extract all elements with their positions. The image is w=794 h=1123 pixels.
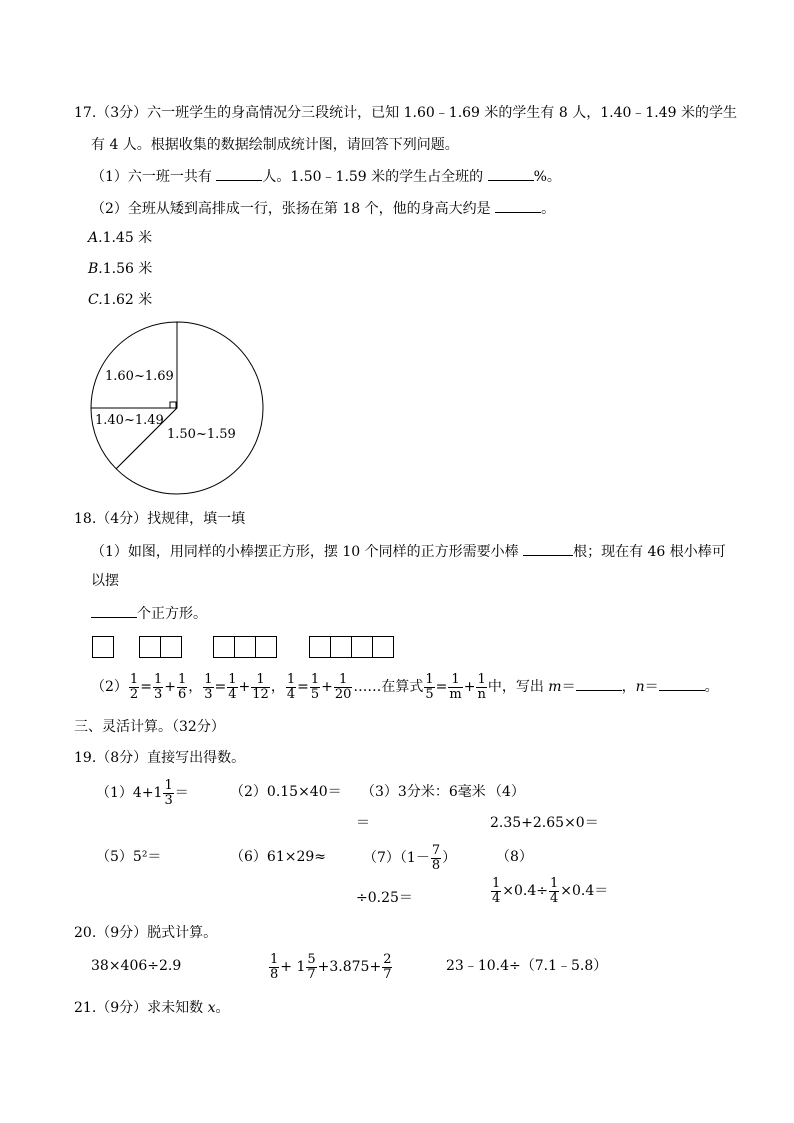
- numerator: 5: [307, 951, 316, 967]
- q18-sub1-cont: 以摆: [91, 573, 119, 589]
- denominator: 4: [550, 890, 559, 906]
- option-b-letter: B.: [88, 261, 103, 277]
- q17-option-a[interactable]: [88, 229, 152, 247]
- option-c-letter: C.: [88, 292, 103, 308]
- q20-e1: 38×406÷2.9: [91, 958, 182, 974]
- fraction: [129, 673, 139, 702]
- pie-slices: [91, 322, 263, 494]
- square: [372, 636, 394, 658]
- period: 。: [704, 679, 719, 695]
- fraction: [177, 673, 187, 702]
- q18-blank-m[interactable]: [576, 676, 622, 691]
- equals: ＝: [644, 679, 659, 695]
- q18-sub1-line3: [91, 603, 207, 623]
- fraction: [476, 673, 486, 702]
- numerator: 1: [425, 671, 434, 687]
- numerator: 1: [451, 671, 460, 687]
- denominator: m: [449, 686, 462, 702]
- equals: ＝: [174, 785, 189, 801]
- square: [92, 636, 114, 658]
- q18-sub2-prefix: （2）: [91, 679, 128, 695]
- fraction: [310, 673, 320, 702]
- numerator: 1: [310, 671, 320, 687]
- fraction: [549, 877, 559, 906]
- denominator: 4: [492, 890, 501, 906]
- equals: ＝: [561, 679, 576, 695]
- q18-sub1-text-d: 个正方形。: [137, 606, 207, 622]
- denominator: 3: [164, 792, 173, 808]
- q19-p5: （5）5²＝: [96, 849, 162, 865]
- close-paren: ）: [442, 850, 457, 866]
- denominator: 12: [252, 686, 269, 702]
- q18-blank-squares[interactable]: [91, 603, 137, 618]
- q18-sub2: [91, 672, 719, 702]
- numerator: 1: [153, 671, 163, 687]
- denominator: n: [477, 686, 486, 702]
- q19-p4: （4）: [488, 784, 525, 800]
- numerator: 1: [550, 875, 559, 891]
- fraction: [153, 673, 163, 702]
- ellipsis-text: ……在算式: [353, 679, 424, 695]
- q17-sub2-text-a: （2）全班从矮到高排成一行，张扬在第 18 个，他的身高大约是: [91, 201, 496, 217]
- square-pattern-1: [92, 636, 114, 658]
- equals: =: [140, 679, 152, 695]
- fraction: [491, 877, 501, 906]
- fraction: [334, 673, 353, 702]
- numerator: 1: [129, 671, 139, 687]
- numerator: 1: [270, 951, 279, 967]
- q18-title: 18.（4分）找规律，填一填: [74, 511, 246, 527]
- q17-option-b[interactable]: [88, 260, 152, 278]
- square: [139, 636, 161, 658]
- p8-mid: ×0.4÷: [502, 883, 549, 899]
- pie-label-140-149: 1.40~1.49: [95, 413, 164, 428]
- denominator: 5: [310, 686, 320, 702]
- q17-sub1-text-a: （1）六一班一共有: [91, 169, 217, 185]
- q18-sub1-text-a: （1）如图，用同样的小棒摆正方形，摆 10 个同样的正方形需要小棒: [91, 544, 524, 560]
- fraction: [251, 673, 270, 702]
- denominator: 5: [425, 686, 434, 702]
- numerator: 1: [164, 777, 173, 793]
- fraction: [286, 673, 296, 702]
- numerator: 7: [431, 842, 441, 858]
- square: [234, 636, 256, 658]
- q17-sub1-text-b: 人。1.50﹣1.59 米的学生占全班的: [262, 169, 488, 185]
- q19-p6: （6）61×29≈: [230, 849, 326, 865]
- q17-blank-total[interactable]: [216, 166, 262, 181]
- option-a-letter: A.: [88, 230, 103, 246]
- equals: =: [214, 679, 227, 695]
- square: [351, 636, 373, 658]
- denominator: 8: [270, 966, 279, 982]
- numerator: 1: [228, 671, 237, 687]
- square: [160, 636, 182, 658]
- q19-title: 19.（8分）直接写出得数。: [74, 750, 246, 766]
- fraction: [163, 779, 173, 808]
- pie-label-160-169: 1.60~1.69: [105, 369, 174, 384]
- var-n: n: [635, 679, 645, 695]
- q17-blank-height[interactable]: [495, 198, 541, 213]
- q19-p3: （3）3分米：6毫米: [361, 784, 486, 800]
- denominator: 7: [383, 966, 392, 982]
- pie-slice-0: [91, 322, 177, 408]
- option-b-text: 1.56 米: [102, 261, 153, 277]
- q19-p8-expr: [490, 874, 608, 908]
- p7-text: （7）（1－: [363, 850, 430, 866]
- q21-title-text: 21.（9分）求未知数: [74, 1000, 208, 1016]
- denominator: 4: [228, 686, 237, 702]
- q20-title: 20.（9分）脱式计算。: [74, 925, 218, 941]
- q17-blank-percent[interactable]: [488, 166, 534, 181]
- fraction: [382, 953, 392, 982]
- denominator: 4: [286, 686, 296, 702]
- q19-p1: [96, 776, 189, 810]
- fraction: [227, 673, 237, 702]
- option-c-text: 1.62 米: [102, 292, 153, 308]
- square: [330, 636, 352, 658]
- numerator: 2: [383, 951, 392, 967]
- fraction: [448, 673, 462, 702]
- comma: ，: [188, 679, 203, 695]
- q17-line2: 有 4 人。根据收集的数据绘制成统计图，请回答下列问题。: [91, 137, 459, 153]
- numerator: 1: [492, 875, 501, 891]
- numerator: 1: [338, 671, 348, 687]
- q19-p7: [363, 841, 456, 875]
- pie-label-150-159: 1.50~1.59: [167, 427, 236, 442]
- p1-text: （1）4+1: [96, 785, 163, 801]
- q17-sub2-text-b: 。: [541, 201, 556, 217]
- section-3-title: 三、灵活计算。（32分）: [74, 719, 225, 735]
- var-x: x: [207, 1000, 216, 1016]
- q19-p2: （2）0.15×40＝: [230, 784, 342, 800]
- denominator: 3: [153, 686, 163, 702]
- denominator: 3: [204, 686, 213, 702]
- period: 。: [215, 1000, 230, 1016]
- square: [255, 636, 277, 658]
- option-a-text: 1.45 米: [102, 230, 153, 246]
- q20-e2: [268, 950, 393, 984]
- var-m: m: [548, 679, 562, 695]
- q17-sub2: [91, 198, 555, 218]
- q18-blank-n[interactable]: [659, 676, 705, 691]
- square-pattern-3: [213, 636, 277, 658]
- q21-title: [74, 999, 230, 1017]
- fraction: [306, 953, 316, 982]
- comma: ，: [621, 679, 636, 695]
- numerator: 1: [477, 671, 486, 687]
- mid-text: 中，写出: [487, 679, 549, 695]
- denominator: 2: [129, 686, 139, 702]
- fraction: [269, 953, 279, 982]
- square-pattern-4: [309, 636, 394, 658]
- q19-p3-eq: ＝: [356, 815, 370, 831]
- p8-end: ×0.4＝: [560, 883, 609, 899]
- height-pie-chart: [85, 318, 270, 503]
- fraction: [203, 673, 213, 702]
- fraction: [424, 673, 434, 702]
- q19-p8: （8）: [496, 849, 533, 865]
- plus: +: [321, 679, 333, 695]
- denominator: 20: [334, 686, 352, 702]
- q19-p7-expr: ÷0.25＝: [356, 890, 413, 906]
- numerator: 1: [286, 671, 296, 687]
- square: [213, 636, 235, 658]
- q17-sub1-text-c: %。: [533, 169, 561, 185]
- q18-sub1-text-b: 根；现在有 46 根小棒可: [573, 544, 726, 560]
- equals: =: [435, 679, 448, 695]
- q20-e3: 23﹣10.4÷（7.1﹣5.8）: [446, 958, 608, 974]
- comma: ，: [270, 679, 285, 695]
- denominator: 6: [177, 686, 187, 702]
- plus: +: [164, 679, 176, 695]
- square-pattern-2: [139, 636, 182, 658]
- square: [309, 636, 331, 658]
- equals: =: [297, 679, 309, 695]
- q18-sub1: [91, 541, 726, 561]
- numerator: 1: [256, 671, 265, 687]
- q17-sub1: [91, 166, 561, 186]
- e2-plus-one: + 1: [280, 959, 306, 975]
- plus: +: [463, 679, 476, 695]
- q17-option-c[interactable]: [88, 291, 152, 309]
- q19-p4-expr: 2.35+2.65×0＝: [490, 815, 599, 831]
- numerator: 1: [177, 671, 187, 687]
- q17-line1: 17.（3分）六一班学生的身高情况分三段统计，已知 1.60﹣1.69 米的学生有 8 人，1.40﹣1.49 米的学生: [74, 105, 738, 121]
- denominator: 8: [431, 857, 441, 873]
- denominator: 7: [307, 966, 316, 982]
- fraction: [431, 844, 441, 873]
- numerator: 1: [204, 671, 213, 687]
- plus: +: [238, 679, 251, 695]
- e2-mid: +3.875+: [317, 959, 382, 975]
- q18-blank-sticks[interactable]: [523, 541, 573, 556]
